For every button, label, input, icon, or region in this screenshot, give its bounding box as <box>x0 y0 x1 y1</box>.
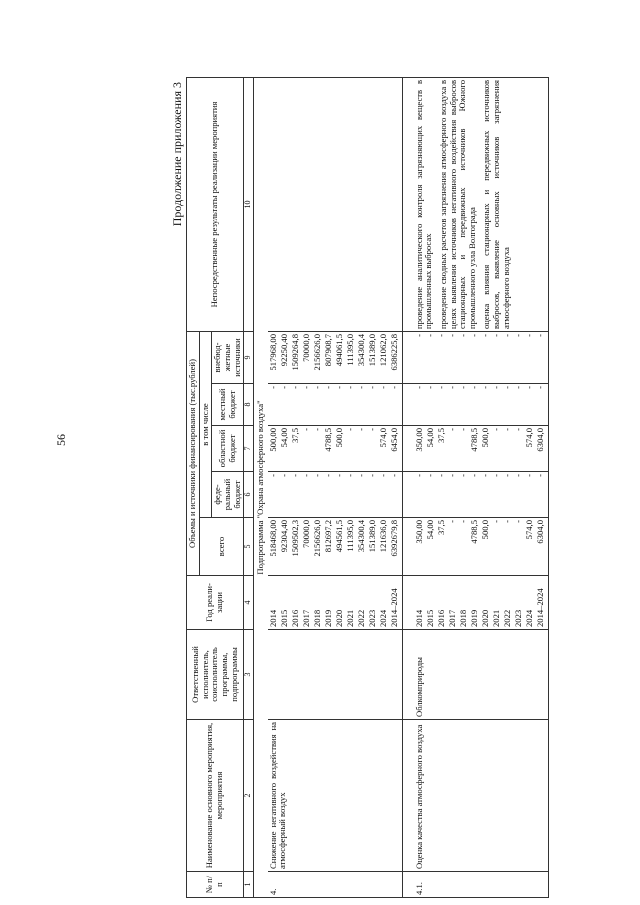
cell-value: - <box>446 386 457 389</box>
cell-value: 518468,00 <box>267 520 278 557</box>
row-federal <box>402 472 548 518</box>
header-total: всего <box>199 518 244 576</box>
cell-value: 2019 <box>322 609 333 627</box>
cell-value: - <box>366 428 377 431</box>
cell-value: 70000,0 <box>300 333 311 362</box>
cell-value: - <box>424 333 435 337</box>
row-years <box>402 576 548 630</box>
cell-value: - <box>457 333 468 337</box>
cell-value: 2017 <box>446 609 457 627</box>
row-responsible <box>268 630 403 720</box>
cell-value: 2015 <box>424 609 435 627</box>
cell-value: - <box>512 386 523 389</box>
appendix-title: Продолжение приложения 3 <box>170 82 184 227</box>
cell-value: 2014 <box>267 609 278 627</box>
cell-value: - <box>457 474 468 477</box>
cell-value: 2014 <box>413 609 424 627</box>
cell-value: 37,5 <box>435 428 446 444</box>
cell-value: 92250,40 <box>278 333 289 367</box>
cell-value: 2014–2024 <box>534 588 545 627</box>
cell-value: 2024 <box>523 609 534 627</box>
header-finance: Объемы и источники финансирования (тыс.рублей) <box>187 331 200 575</box>
cell-value: - <box>490 428 501 431</box>
cell-value: - <box>479 474 490 477</box>
cell-value: 2156626,0 <box>311 333 322 371</box>
cell-value: 1509502,3 <box>289 520 300 557</box>
row-regional <box>402 426 548 472</box>
cell-value: - <box>534 333 545 337</box>
header-name: Наименование основного мероприятия, мероприятия <box>187 720 244 872</box>
cell-value: 4788,5 <box>322 428 333 452</box>
cell-value: - <box>512 333 523 337</box>
cell-value: - <box>388 386 399 389</box>
cell-value: 2014–2024 <box>388 588 399 627</box>
cell-value: - <box>446 474 457 477</box>
cell-value: 2021 <box>490 609 501 627</box>
cell-value: - <box>366 386 377 389</box>
cell-value: - <box>512 428 523 431</box>
cell-value: - <box>344 386 355 389</box>
cell-value: - <box>523 386 534 389</box>
cell-value: 500,00 <box>267 428 278 452</box>
header-including: в том числе <box>199 331 212 517</box>
col-number: 7 <box>244 426 254 472</box>
col-number: 4 <box>244 576 254 630</box>
cell-value: - <box>446 428 457 431</box>
cell-value: - <box>333 386 344 389</box>
row-total <box>402 518 548 576</box>
cell-value: - <box>413 386 424 389</box>
cell-value: - <box>457 386 468 389</box>
cell-value: 2020 <box>333 609 344 627</box>
cell-value: - <box>435 474 446 477</box>
header-federal: феде-ральный бюджет <box>212 472 244 518</box>
cell-value: - <box>377 386 388 389</box>
table-row <box>402 77 548 897</box>
cell-value: 2023 <box>512 609 523 627</box>
header-local: местный бюджет <box>212 384 244 426</box>
cell-value: 2019 <box>468 609 479 627</box>
col-number: 3 <box>244 630 254 720</box>
cell-value: - <box>289 474 300 477</box>
row-regional <box>268 426 403 472</box>
cell-value: - <box>355 386 366 389</box>
cell-value: - <box>457 520 468 523</box>
cell-value: 2020 <box>479 609 490 627</box>
cell-value: - <box>322 474 333 477</box>
cell-value: - <box>435 333 446 337</box>
cell-value: 500,0 <box>333 428 344 448</box>
cell-value: 92304,40 <box>278 520 289 553</box>
cell-value: 2017 <box>300 609 311 627</box>
cell-value: 121062,0 <box>377 333 388 367</box>
cell-value: 6454,0 <box>388 428 399 452</box>
cell-value: - <box>311 428 322 431</box>
cell-value: - <box>424 386 435 389</box>
cell-value: - <box>490 333 501 337</box>
cell-value: - <box>523 333 534 337</box>
col-number: 10 <box>244 77 254 331</box>
cell-value: 6304,0 <box>534 428 545 452</box>
cell-value: 500,0 <box>479 520 490 540</box>
cell-value: 574,0 <box>523 428 534 448</box>
cell-value: 2024 <box>377 609 388 627</box>
cell-value: - <box>435 386 446 389</box>
cell-value: 54,00 <box>424 520 435 540</box>
cell-value: - <box>446 520 457 523</box>
cell-value: - <box>322 386 333 389</box>
cell-value: - <box>311 474 322 477</box>
row-total <box>268 518 403 576</box>
cell-value: 1509264,8 <box>289 333 300 371</box>
cell-value: - <box>501 333 512 337</box>
cell-value: - <box>523 474 534 477</box>
cell-value: 121636,0 <box>377 520 388 553</box>
col-number: 5 <box>244 518 254 576</box>
cell-value: - <box>289 386 300 389</box>
row-local <box>268 384 403 426</box>
cell-value: 574,0 <box>523 520 534 540</box>
cell-value: 354300,4 <box>355 520 366 553</box>
cell-value: 37,5 <box>435 520 446 536</box>
cell-value: 70000,0 <box>300 520 311 548</box>
cell-value: - <box>501 386 512 389</box>
cell-value: - <box>501 520 512 523</box>
cell-value: - <box>311 386 322 389</box>
row-years <box>268 576 403 630</box>
cell-value: - <box>534 474 545 477</box>
header-year: Год реали-зации <box>187 576 244 630</box>
cell-value: - <box>490 474 501 477</box>
result-item: оценка влияния стационарных и передвижных источников выбросов, выявление основных источников загрязнения атмосферного воздуха <box>481 79 511 329</box>
header-no: № п/п <box>187 872 244 898</box>
cell-value: 2023 <box>366 609 377 627</box>
rotated-document <box>168 78 628 898</box>
cell-value: 4788,5 <box>468 520 479 544</box>
cell-value: 151389,0 <box>366 333 377 367</box>
cell-value: - <box>479 386 490 389</box>
cell-value: 6392679,8 <box>388 520 399 557</box>
result-item: проведение аналитического контроля загрязняющих веществ в промышленных выбросах <box>413 79 434 329</box>
col-number: 1 <box>244 872 254 898</box>
cell-value: 2021 <box>344 609 355 627</box>
row-results <box>268 77 403 331</box>
program-table <box>186 77 549 898</box>
header-extra: внебюд-жетные источники <box>212 331 244 383</box>
cell-value: - <box>366 474 377 477</box>
cell-value: - <box>512 474 523 477</box>
row-name: Оценка качества атмосферного воздуха <box>402 720 548 872</box>
cell-value: - <box>512 520 523 523</box>
col-number: 9 <box>244 331 254 383</box>
cell-value: 354300,4 <box>355 333 366 367</box>
cell-value: 500,0 <box>479 428 490 448</box>
cell-value: 4788,5 <box>468 428 479 452</box>
cell-value: - <box>344 474 355 477</box>
cell-value: - <box>267 386 278 389</box>
cell-value: - <box>377 474 388 477</box>
cell-value: 494061,5 <box>333 333 344 367</box>
cell-value: 151389,0 <box>366 520 377 553</box>
cell-value: 2018 <box>311 609 322 627</box>
cell-value: - <box>501 474 512 477</box>
cell-value: 2156626,0 <box>311 520 322 557</box>
cell-value: - <box>534 386 545 389</box>
row-results <box>402 77 548 331</box>
cell-value: 350,00 <box>413 428 424 452</box>
cell-value: - <box>479 333 490 337</box>
cell-value: 574,0 <box>377 428 388 448</box>
row-extra <box>268 331 403 383</box>
cell-value: 2022 <box>355 609 366 627</box>
cell-value: 807908,7 <box>322 333 333 367</box>
row-number: 4. <box>268 872 403 898</box>
cell-value: - <box>278 386 289 389</box>
cell-value: - <box>413 474 424 477</box>
cell-value: - <box>468 474 479 477</box>
row-extra <box>402 331 548 383</box>
col-number: 8 <box>244 384 254 426</box>
cell-value: - <box>490 520 501 523</box>
cell-value: - <box>468 333 479 337</box>
col-number: 2 <box>244 720 254 872</box>
cell-value: - <box>457 428 468 431</box>
cell-value: 2016 <box>289 609 300 627</box>
cell-value: 2022 <box>501 609 512 627</box>
cell-value: - <box>278 474 289 477</box>
cell-value: - <box>468 386 479 389</box>
cell-value: 494561,5 <box>333 520 344 553</box>
cell-value: - <box>490 386 501 389</box>
cell-value: 6386225,8 <box>388 333 399 371</box>
cell-value: - <box>355 474 366 477</box>
cell-value: - <box>333 474 344 477</box>
cell-value: - <box>501 428 512 431</box>
cell-value: - <box>446 333 457 337</box>
cell-value: 350,00 <box>413 520 424 544</box>
row-name: Снижение негативного воздействия на атмосферный воздух <box>268 720 403 872</box>
header-regional: областной бюджет <box>212 426 244 472</box>
cell-value: - <box>267 474 278 477</box>
cell-value: 111395,0 <box>344 333 355 366</box>
cell-value: 54,00 <box>424 428 435 448</box>
cell-value: 2016 <box>435 609 446 627</box>
cell-value: 2015 <box>278 609 289 627</box>
cell-value: 2018 <box>457 609 468 627</box>
cell-value: 812697,2 <box>322 520 333 553</box>
result-item: проведение сводных расчетов загрязнения атмосферного воздуха в целях выявления источников негативного воздействия выбросов стационарных и передвижных источников Южного промышленного узла Волгограда <box>437 79 477 329</box>
row-responsible: Облкомприроды <box>402 630 548 720</box>
cell-value: - <box>300 474 311 477</box>
subprogram-title: Подпрограмма "Охрана атмосферного воздуха" <box>254 77 268 897</box>
cell-value: - <box>413 333 424 337</box>
row-federal <box>268 472 403 518</box>
cell-value: - <box>388 474 399 477</box>
cell-value: - <box>355 428 366 431</box>
cell-value: - <box>344 428 355 431</box>
table-row <box>268 77 403 897</box>
cell-value: 111395,0 <box>344 520 355 552</box>
cell-value: - <box>300 428 311 431</box>
header-responsible: Ответственный исполнитель, соисполнитель программы, подпрограммы <box>187 630 244 720</box>
row-number: 4.1. <box>402 872 548 898</box>
cell-value: 6304,0 <box>534 520 545 544</box>
cell-value: 37,5 <box>289 428 300 444</box>
page-number: 56 <box>54 434 68 446</box>
cell-value: 517968,00 <box>267 333 278 371</box>
col-number: 6 <box>244 472 254 518</box>
header-result: Непосредственные результаты реализации мероприятия <box>187 77 244 331</box>
cell-value: - <box>300 386 311 389</box>
cell-value: 54,00 <box>278 428 289 448</box>
cell-value: - <box>424 474 435 477</box>
row-local <box>402 384 548 426</box>
